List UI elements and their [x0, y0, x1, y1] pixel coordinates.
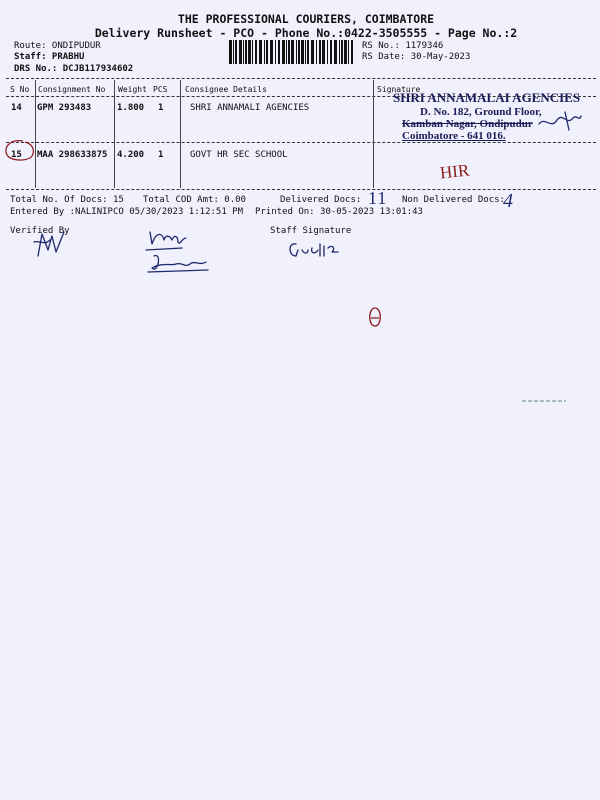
delivered-docs-label: Delivered Docs: [280, 195, 362, 205]
barcode-bar [286, 40, 287, 64]
company-stamp-address: Coimbatore - 641 016. [402, 130, 506, 142]
column-header-consignee: Consignee Details [185, 85, 267, 94]
barcode-bar [259, 40, 262, 64]
table-row-pcs: 1 [158, 150, 164, 160]
non-delivered-docs-count: 4 [503, 190, 513, 212]
barcode-bar [282, 40, 285, 64]
company-title: THE PROFESSIONAL COURIERS, COIMBATORE [177, 12, 435, 26]
barcode-bar [316, 40, 317, 64]
barcode-bar [330, 40, 332, 64]
barcode-bar [305, 40, 306, 64]
rs-number: RS No.: 1179346 [362, 41, 444, 51]
staff-label: Staff: PRABHU [14, 52, 85, 62]
table-row-consignment: MAA 298633875 [37, 150, 108, 160]
barcode-bar [344, 40, 347, 64]
handwritten-row-note: HIR [439, 160, 471, 183]
entered-by: Entered By :NALINIPCO 05/30/2023 1:12:51 PM [10, 207, 243, 217]
handwritten-circle-mark [364, 304, 386, 332]
barcode-bar [319, 40, 321, 64]
barcode-bar [348, 40, 349, 64]
barcode-bar [351, 40, 353, 64]
stamp-signature-scribble [535, 108, 585, 134]
barcode-bar [278, 40, 280, 64]
printed-on: Printed On: 30-05-2023 13:01:43 [255, 207, 423, 217]
total-cod-amount: Total COD Amt: 0.00 [143, 195, 246, 205]
column-header-signature: Signature [377, 85, 421, 94]
total-docs: Total No. Of Docs: 15 [10, 195, 124, 205]
barcode-bar [339, 40, 340, 64]
barcode-bar [235, 40, 237, 64]
barcode-bar [239, 40, 242, 64]
barcode-bar [233, 40, 234, 64]
stray-mark [520, 398, 568, 404]
verifier-signature [30, 228, 74, 260]
table-row-weight: 4.200 [117, 150, 145, 160]
barcode-bar [270, 40, 273, 64]
barcode-bar [291, 40, 294, 64]
company-stamp-address: Kamban Nagar, Ondipudur [402, 118, 533, 130]
column-header-weight: Weight [118, 85, 147, 94]
barcode-bar [341, 40, 343, 64]
table-row-consignee: SHRI ANNAMALI AGENCIES [190, 103, 310, 113]
barcode-bar [327, 40, 328, 64]
table-row-weight: 1.800 [117, 103, 145, 113]
route-label: Route: ONDIPUDUR [14, 41, 101, 51]
barcode-bar [245, 40, 247, 64]
staff-signature-label: Staff Signature [270, 226, 352, 236]
table-row-sno: 15 [11, 150, 22, 160]
table-row-pcs: 1 [158, 103, 164, 113]
column-header-pcs: PCS [153, 85, 168, 94]
table-row-consignment: GPM 293483 [37, 103, 92, 113]
rs-date: RS Date: 30-May-2023 [362, 52, 471, 62]
barcode-bar [252, 40, 253, 64]
barcode [229, 40, 355, 64]
barcode-bar [243, 40, 244, 64]
handwritten-name-signature [142, 226, 214, 278]
barcode-bar [288, 40, 290, 64]
barcode-bar [264, 40, 265, 64]
barcode-bar [248, 40, 251, 64]
handwritten-circle-mark [3, 138, 37, 164]
barcode-bar [229, 40, 232, 64]
company-stamp-address: D. No. 182, Ground Floor, [420, 106, 542, 118]
barcode-bar [255, 40, 257, 64]
column-header-sno: S No [10, 85, 30, 94]
delivered-docs-count: 11 [368, 188, 388, 208]
barcode-bar [298, 40, 300, 64]
staff-signature [286, 238, 346, 264]
table-row-sno: 14 [11, 103, 22, 113]
barcode-bar [334, 40, 337, 64]
column-header-consignment: Consignment No [38, 85, 106, 94]
barcode-bar [322, 40, 325, 64]
company-stamp-name: SHRI ANNAMALAI AGENCIES [393, 90, 581, 105]
non-delivered-docs-label: Non Delivered Docs: [402, 195, 505, 205]
barcode-bar [296, 40, 297, 64]
barcode-bar [266, 40, 268, 64]
barcode-bar [307, 40, 309, 64]
table-row-consignee: GOVT HR SEC SCHOOL [190, 150, 288, 160]
barcode-bar [275, 40, 276, 64]
verified-by-label: Verified By [10, 226, 70, 236]
runsheet-subtitle: Delivery Runsheet - PCO - Phone No.:0422-3505555 - Page No.:2 [94, 26, 518, 40]
barcode-bar [311, 40, 314, 64]
drs-label: DRS No.: DCJB117934602 [14, 64, 134, 74]
barcode-bar [301, 40, 304, 64]
